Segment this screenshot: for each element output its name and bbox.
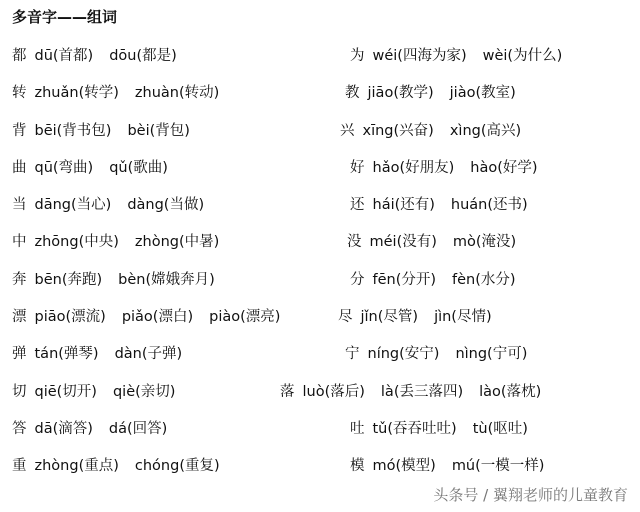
word-row: [350, 193, 562, 230]
reading: dàn(子弹): [114, 346, 183, 363]
word-row: [347, 230, 562, 267]
reading: xìng(高兴): [449, 122, 522, 139]
reading: hái(还有): [372, 197, 435, 214]
char: 弹: [12, 346, 27, 363]
reading: piāo(漂流): [34, 309, 106, 326]
reading: dū(首都): [34, 48, 94, 64]
char: 曲: [12, 159, 27, 176]
char: 当: [12, 197, 27, 214]
char: 答: [12, 420, 27, 437]
watermark: 头条号 / 翼翔老师的儿童教育: [433, 486, 628, 504]
reading: jìn(尽情): [434, 309, 492, 326]
reading: fēn(分开): [372, 271, 437, 288]
char: 奔: [12, 271, 27, 288]
reading: tù(呕吐): [472, 420, 528, 437]
char: 模: [350, 458, 365, 475]
char: 还: [350, 197, 365, 214]
reading: qiē(切开): [34, 383, 97, 400]
reading: dàng(当做): [127, 197, 205, 214]
reading: zhuàn(转动): [134, 85, 220, 102]
reading: piǎo(漂白): [121, 309, 194, 326]
reading: bēi(背书包): [34, 122, 112, 139]
reading: lào(落枕): [479, 383, 542, 400]
reading: tán(弹琴): [34, 346, 99, 363]
reading: jiào(教室): [449, 85, 516, 102]
char: 重: [12, 458, 27, 475]
char: 尽: [338, 309, 353, 326]
reading: zhòng(重点): [34, 458, 119, 475]
reading: xīng(兴奋): [362, 122, 434, 139]
word-row: [280, 380, 562, 417]
reading: zhòng(中暑): [134, 234, 220, 251]
char: 分: [350, 271, 365, 288]
char: 漂: [12, 309, 27, 326]
reading: hǎo(好朋友): [372, 159, 455, 176]
char: 兴: [340, 122, 355, 139]
word-row: [350, 156, 562, 193]
char: 落: [280, 383, 295, 400]
reading: piào(漂亮): [209, 309, 281, 326]
word-row: [350, 44, 562, 81]
reading: luò(落后): [302, 383, 365, 400]
reading: bēn(奔跑): [34, 271, 103, 288]
word-row: [345, 342, 562, 379]
char: 宁: [345, 346, 360, 363]
reading: nìng(宁可): [455, 346, 528, 363]
reading: mú(一模一样): [451, 458, 545, 475]
word-row: [338, 305, 562, 342]
char: 好: [350, 159, 365, 176]
char: 教: [345, 85, 360, 102]
reading: jǐn(尽管): [360, 309, 419, 326]
reading: jiāo(教学): [367, 85, 434, 102]
word-row: [340, 119, 562, 156]
word-row: [350, 268, 562, 305]
char: 中: [12, 234, 27, 251]
reading: dá(回答): [108, 420, 168, 437]
char: 吐: [350, 420, 365, 437]
reading: wèi(为什么): [482, 48, 563, 64]
reading: qǔ(歌曲): [109, 159, 168, 176]
char: 为: [350, 48, 365, 64]
reading: bèn(嫦娥奔月): [118, 271, 215, 288]
reading: fèn(水分): [452, 271, 516, 288]
reading: bèi(背包): [127, 122, 190, 139]
char: 没: [347, 234, 362, 251]
char: 背: [12, 122, 27, 139]
reading: méi(没有): [369, 234, 437, 251]
reading: zhuǎn(转学): [34, 85, 119, 102]
word-row: [350, 417, 562, 454]
reading: wéi(四海为家): [372, 48, 467, 64]
reading: tǔ(吞吞吐吐): [372, 420, 457, 437]
char: 都: [12, 48, 27, 64]
reading: mó(模型): [372, 458, 436, 475]
right-column: [0, 44, 562, 492]
reading: chóng(重复): [134, 458, 220, 475]
reading: níng(安宁): [367, 346, 440, 363]
reading: dāng(当心): [34, 197, 112, 214]
reading: là(丢三落四): [380, 383, 464, 400]
page-title: 多音字——组词: [12, 8, 118, 26]
reading: dā(滴答): [34, 420, 93, 437]
reading: qiè(亲切): [112, 383, 176, 400]
char: 切: [12, 383, 27, 400]
reading: dōu(都是): [109, 48, 177, 64]
reading: hào(好学): [470, 159, 538, 176]
reading: mò(淹没): [452, 234, 517, 251]
reading: zhōng(中央): [34, 234, 119, 251]
reading: qū(弯曲): [34, 159, 94, 176]
word-row: [345, 81, 562, 118]
reading: huán(还书): [450, 197, 528, 214]
char: 转: [12, 85, 27, 102]
